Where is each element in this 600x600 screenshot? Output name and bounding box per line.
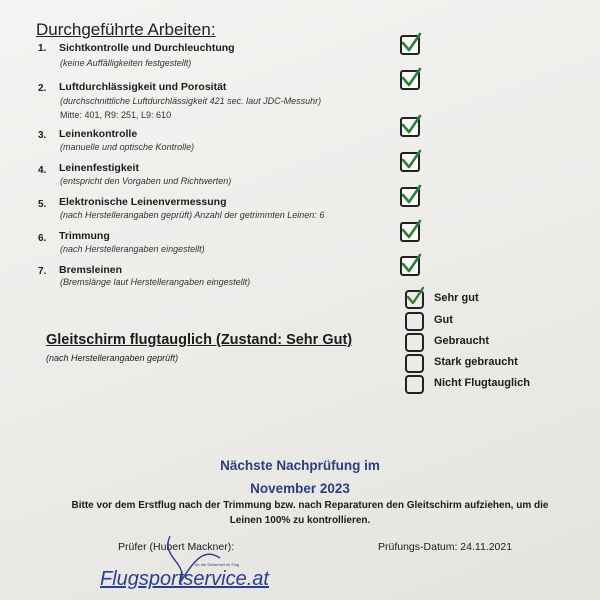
check-mark-icon — [406, 287, 426, 307]
item-extra: Mitte: 401, R9: 251, L9: 610 — [60, 110, 172, 120]
condition-label: Nicht Flugtauglich — [434, 377, 530, 389]
inspection-date: Prüfungs-Datum: 24.11.2021 — [378, 541, 513, 553]
item-checkbox[interactable] — [400, 222, 420, 242]
check-mark-icon — [401, 220, 423, 242]
item-checkbox[interactable] — [400, 187, 420, 207]
item-checkbox[interactable] — [400, 152, 420, 172]
item-description: (entspricht den Vorgaben und Richtwerten) — [60, 176, 232, 186]
summary-note: (nach Herstellerangaben geprüft) — [46, 353, 179, 363]
check-mark-icon — [401, 150, 423, 172]
item-title: Leinenkontrolle — [59, 128, 138, 140]
condition-checkbox[interactable] — [405, 354, 424, 373]
check-mark-icon — [401, 115, 423, 137]
check-mark-icon — [401, 254, 423, 276]
item-number: 4. — [38, 165, 47, 176]
item-description: (manuelle und optische Kontrolle) — [60, 142, 195, 152]
check-mark-icon — [401, 68, 423, 90]
item-number: 2. — [38, 83, 47, 94]
instructions-line-2: Leinen 100% zu kontrollieren. — [229, 515, 371, 526]
item-checkbox[interactable] — [400, 35, 420, 55]
item-description: (Bremslänge laut Herstellerangaben eingestellt) — [60, 277, 251, 287]
item-title: Elektronische Leinenvermessung — [59, 196, 227, 208]
condition-checkbox[interactable] — [405, 312, 424, 331]
item-title: Luftdurchlässigkeit und Porosität — [59, 81, 227, 93]
item-checkbox[interactable] — [400, 256, 420, 276]
page-heading: Durchgeführte Arbeiten: — [36, 20, 216, 39]
item-description: (keine Auffälligkeiten festgestellt) — [60, 58, 192, 68]
condition-label: Gut — [434, 314, 453, 326]
item-description: (nach Herstellerangaben geprüft) Anzahl der getrimmten Leinen: 6 — [60, 210, 325, 220]
item-title: Trimmung — [59, 230, 110, 242]
stamp-tagline: für die Sicherheit im Flug — [195, 562, 240, 567]
examiner-label: Prüfer (Hubert Mackner): — [118, 541, 235, 553]
condition-checkbox[interactable] — [405, 290, 424, 309]
item-description: (durchschnittliche Luftdurchlässigkeit 421 sec. laut JDC-Messuhr) — [60, 96, 322, 106]
condition-label: Sehr gut — [434, 292, 479, 304]
item-number: 7. — [38, 266, 47, 277]
item-number: 6. — [38, 233, 47, 244]
item-number: 1. — [38, 43, 47, 54]
item-description: (nach Herstellerangaben eingestellt) — [60, 244, 205, 254]
next-inspection-label: Nächste Nachprüfung im — [220, 458, 380, 473]
condition-checkbox[interactable] — [405, 375, 424, 394]
instructions-line-1: Bitte vor dem Erstflug nach der Trimmung bzw. nach Reparaturen den Gleitschirm aufziehen, um die — [71, 500, 549, 511]
item-title: Leinenfestigkeit — [59, 162, 139, 174]
next-inspection-date: November 2023 — [250, 481, 350, 496]
item-title: Bremsleinen — [59, 264, 123, 276]
item-number: 5. — [38, 199, 47, 210]
stamp-logo: Flugsportservice.at — [100, 568, 269, 590]
item-checkbox[interactable] — [400, 70, 420, 90]
condition-checkbox[interactable] — [405, 333, 424, 352]
condition-label: Gebraucht — [434, 335, 490, 347]
item-number: 3. — [38, 130, 47, 141]
airworthy-summary: Gleitschirm flugtauglich (Zustand: Sehr Gut) — [46, 332, 353, 348]
item-checkbox[interactable] — [400, 117, 420, 137]
item-title: Sichtkontrolle und Durchleuchtung — [59, 42, 235, 54]
condition-label: Stark gebraucht — [434, 356, 518, 368]
check-mark-icon — [401, 185, 423, 207]
check-mark-icon — [401, 33, 423, 55]
